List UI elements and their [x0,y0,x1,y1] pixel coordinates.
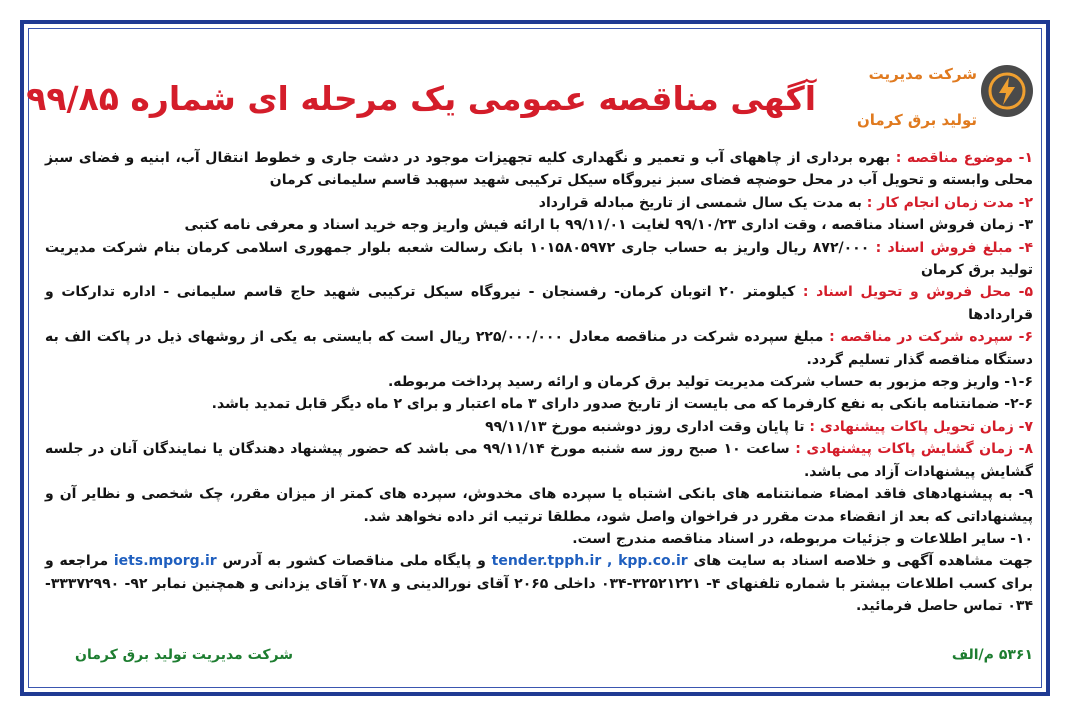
website-link-tender[interactable]: tender.tpph.ir , kpp.co.ir [491,553,688,570]
company-name-line1: شرکت مدیریت [868,65,977,83]
item-1-text: بهره برداری از چاههای آب و تعمیر و نگهداری کلیه تجهیزات موجود در دشت جاری و خطوط انتقال آب، ابنیه و فضای سبز محلی وابسته و تحویل آب در محل حوضچه فضای سبز نیروگاه سیکل ترکیبی شهید سپهبد قاسم سلیمانی کرمان [45,150,1033,189]
notice-body [45,147,1033,618]
item-6-2: ۲-۶- ضمانتنامه بانکی به نفع کارفرما که می بایست از تاریخ صدور دارای ۳ ماه اعتبار و برای ۲ ماه دیگر قابل تمدید باشد. [211,396,1033,413]
item-4-label: ۴- مبلغ فروش اسناد : [875,239,1034,256]
item-4-text: ۸۷۲/۰۰۰ ریال واریز به حساب جاری ۱۰۱۵۸۰۵۹۷۲ بانک رسالت شعبه بلوار جمهوری اسلامی کرمان بنام شرکت مدیریت تولید برق کرمان [45,239,1033,279]
notice-frame [20,20,1050,696]
item-8-text: ساعت ۱۰ صبح روز سه شنبه مورخ ۹۹/۱۱/۱۴ می باشد که حضور پیشنهاد دهندگان یا نمایندگان آنان در جلسه گشایش پیشنهادات آزاد می باشد. [45,441,1033,480]
item-10: ۱۰- سایر اطلاعات و جزئیات مربوطه، در اسناد مناقصه مندرج است. [572,530,1033,547]
item-6 [45,326,1033,371]
contact-text-2: و پایگاه ملی مناقصات کشور به آدرس [216,553,492,570]
item-5 [45,281,1033,326]
contact-text-1: جهت مشاهده آگهی و خلاصه اسناد به سایت های [687,553,1033,570]
item-6-label: ۶- سپرده شرکت در مناقصه : [829,329,1033,346]
item-2 [45,192,1033,214]
notice-header [26,43,1041,147]
footer-reference-number: ۵۳۶۱ م/الف [951,647,1033,663]
item-2-text: به مدت یک سال شمسی از تاریخ مبادله قرارداد [538,194,867,211]
item-7 [45,416,1033,438]
item-4 [45,237,1033,282]
item-1-label: ۱- موضوع مناقصه : [895,150,1033,166]
notice-inner [28,28,1042,688]
company-name-line2: تولید برق کرمان [856,111,977,129]
item-5-text: کیلومتر ۲۰ اتوبان کرمان- رفسنجان - نیروگاه سیکل ترکیبی شهید حاج قاسم سلیمانی - اداره تدارکات و قراردادها [45,284,1033,323]
item-3: ۳- زمان فروش اسناد مناقصه ، وقت اداری ۹۹/۱۰/۲۳ لغایت ۹۹/۱۱/۰۱ با ارائه فیش واریز وجه خرید اسناد و معرفی نامه کتبی [184,217,1033,234]
item-6-1: ۱-۶- واریز وجه مزبور به حساب شرکت مدیریت تولید برق کرمان و ارائه رسید پرداخت مربوطه. [387,374,1033,391]
item-2-label: ۲- مدت زمان انجام کار : [866,194,1033,211]
item-8-label: ۸- زمان گشایش پاکات پیشنهادی : [795,441,1033,458]
contact-paragraph [45,550,1033,617]
item-7-text: تا پایان وقت اداری روز دوشنبه مورخ ۹۹/۱۱/۱۳ [485,418,810,435]
contact-text-3: مراجعه و برای کسب اطلاعات بیشتر با شماره تلفنهای ۴- ۳۲۵۲۱۲۲۱-۰۳۴ داخلی ۲۰۶۵ آقای نورالدینی و ۲۰۷۸ آقای یزدانی و همچنین نمابر ۹۲- ۳۳۳۷۲۹۹۰- ۰۳۴ تماس حاصل فرمائید. [45,553,1034,615]
item-5-label: ۵- محل فروش و تحویل اسناد : [802,284,1033,301]
item-8 [45,438,1033,483]
item-9: ۹- به پیشنهادهای فاقد امضاء ضمانتنامه های بانکی اشتباه یا سپرده های مخدوش، سپرده های کمتر از میزان مقرر، چک شخصی و نظایر آن و پیشنهاداتی که بعد از انقضاء مدت مقرر در فراخوان واصل شود، مطلقا ترتیب اثر داده نخواهد شد. [45,486,1033,525]
notice-footer [45,647,1033,669]
footer-company-name: شرکت مدیریت تولید برق کرمان [75,647,294,663]
website-link-iets[interactable]: iets.mporg.ir [113,553,217,570]
power-plant-logo-icon [981,65,1033,117]
item-7-label: ۷- زمان تحویل پاکات پیشنهادی : [809,418,1033,435]
item-1 [45,147,1033,192]
notice-title: آگهی مناقصه عمومی یک مرحله ای شماره ۹۹/۸۵ [26,79,816,118]
item-6-text: مبلغ سپرده شرکت در مناقصه معادل ۲۲۵/۰۰۰/۰۰۰ ریال است که بایستی به یکی از روشهای ذیل در پاکت الف به دستگاه مناقصه گذار تسلیم گردد. [45,329,1033,368]
